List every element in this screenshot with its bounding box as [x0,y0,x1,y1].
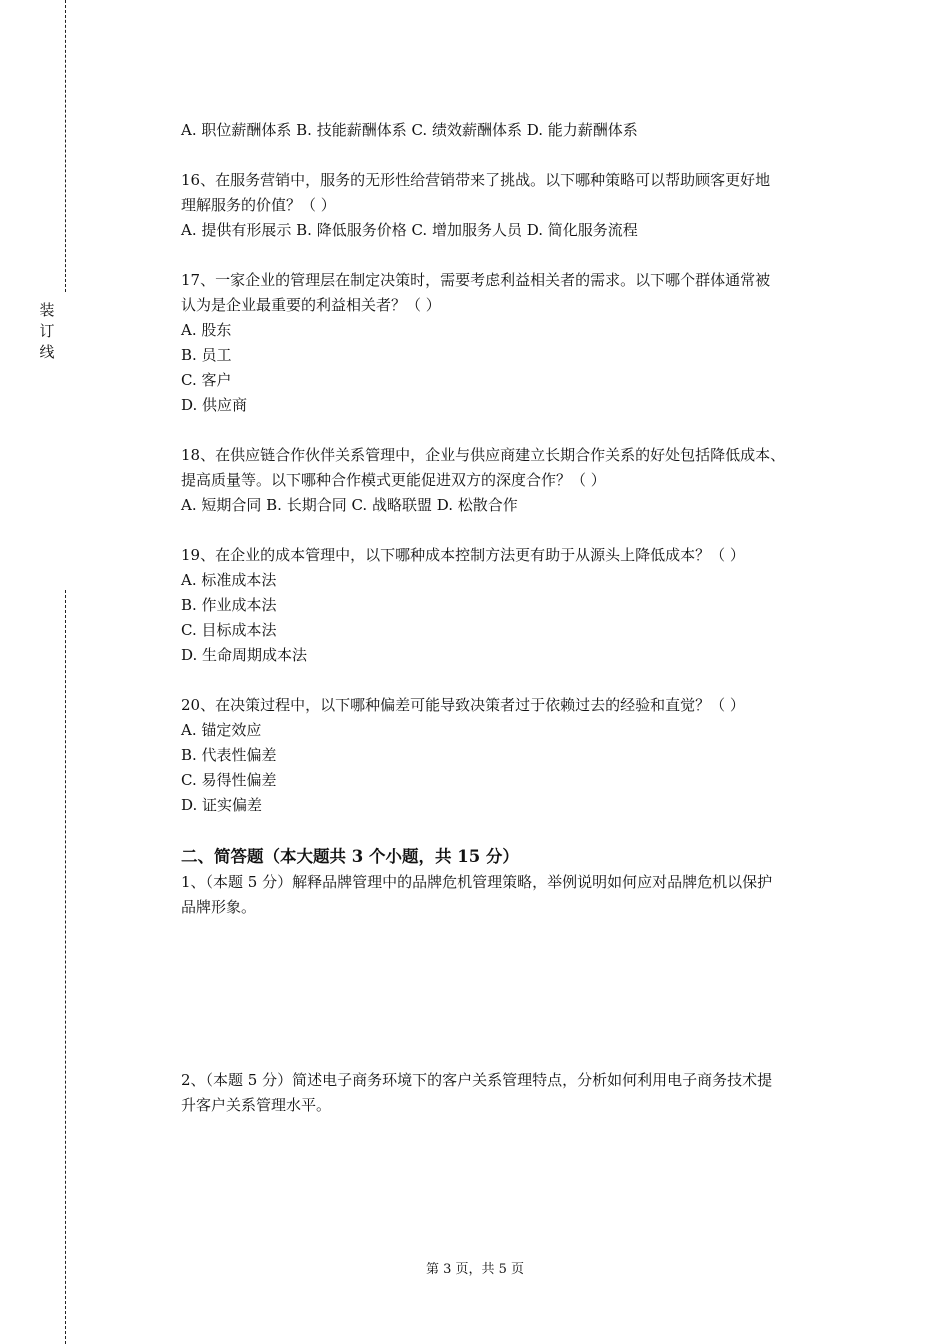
q16-options: A. 提供有形展示 B. 降低服务价格 C. 增加服务人员 D. 简化服务流程 [181,221,638,239]
q19-stem-line1: 19、在企业的成本管理中，以下哪种成本控制方法更有助于从源头上降低成本？（ ） [181,546,745,564]
short-answer-2-line2: 升客户关系管理水平。 [181,1096,332,1114]
q17-stem-line2: 认为是企业最重要的利益相关者？（ ） [181,296,441,314]
short-answer-1-line2: 品牌形象。 [181,898,257,916]
binding-char: 订 [39,322,55,340]
q17-option-c: C. 客户 [181,371,232,389]
q16-stem-line2: 理解服务的价值？（ ） [181,196,336,214]
short-answer-2-line1: 2、（本题 5 分）简述电子商务环境下的客户关系管理特点，分析如何利用电子商务技术提 [181,1071,773,1089]
q15-options: A. 职位薪酬体系 B. 技能薪酬体系 C. 绩效薪酬体系 D. 能力薪酬体系 [181,121,638,139]
q16-stem-line1: 16、在服务营销中，服务的无形性给营销带来了挑战。以下哪种策略可以帮助顾客更好地 [181,171,771,189]
q17-option-d: D. 供应商 [181,396,248,414]
q20-option-b: B. 代表性偏差 [181,746,277,764]
question-17 [181,268,853,418]
question-19 [181,543,853,668]
q19-option-b: B. 作业成本法 [181,596,277,614]
binding-dashed-line-top [65,0,66,292]
q20-option-c: C. 易得性偏差 [181,771,277,789]
q17-option-b: B. 员工 [181,346,232,364]
short-answer-1-line1: 1、（本题 5 分）解释品牌管理中的品牌危机管理策略，举例说明如何应对品牌危机以保护 [181,873,773,891]
binding-label [35,300,59,363]
page-content [181,118,853,1118]
binding-char: 线 [39,343,55,361]
question-20 [181,693,853,818]
q20-stem-line1: 20、在决策过程中，以下哪种偏差可能导致决策者过于依赖过去的经验和直觉？（ ） [181,696,745,714]
question-16 [181,168,853,243]
q17-stem-line1: 17、一家企业的管理层在制定决策时，需要考虑利益相关者的需求。以下哪个群体通常被 [181,271,771,289]
q17-option-a: A. 股东 [181,321,232,339]
q19-option-c: C. 目标成本法 [181,621,277,639]
binding-char: 装 [39,301,55,319]
q18-stem-line1: 18、在供应链合作伙伴关系管理中，企业与供应商建立长期合作关系的好处包括降低成本、 [181,446,786,464]
binding-dashed-line-bottom [65,590,66,1344]
q20-option-d: D. 证实偏差 [181,796,263,814]
q18-options: A. 短期合同 B. 长期合同 C. 战略联盟 D. 松散合作 [181,496,518,514]
section-2-title: 二、简答题（本大题共 3 个小题，共 15 分） [181,847,519,866]
page-number: 第 3 页，共 5 页 [425,1262,525,1277]
q19-option-d: D. 生命周期成本法 [181,646,308,664]
question-18 [181,443,853,518]
q19-option-a: A. 标准成本法 [181,571,277,589]
answer-space [181,920,853,1068]
q18-stem-line2: 提高质量等。以下哪种合作模式更能促进双方的深度合作？（ ） [181,471,606,489]
q20-option-a: A. 锚定效应 [181,721,262,739]
